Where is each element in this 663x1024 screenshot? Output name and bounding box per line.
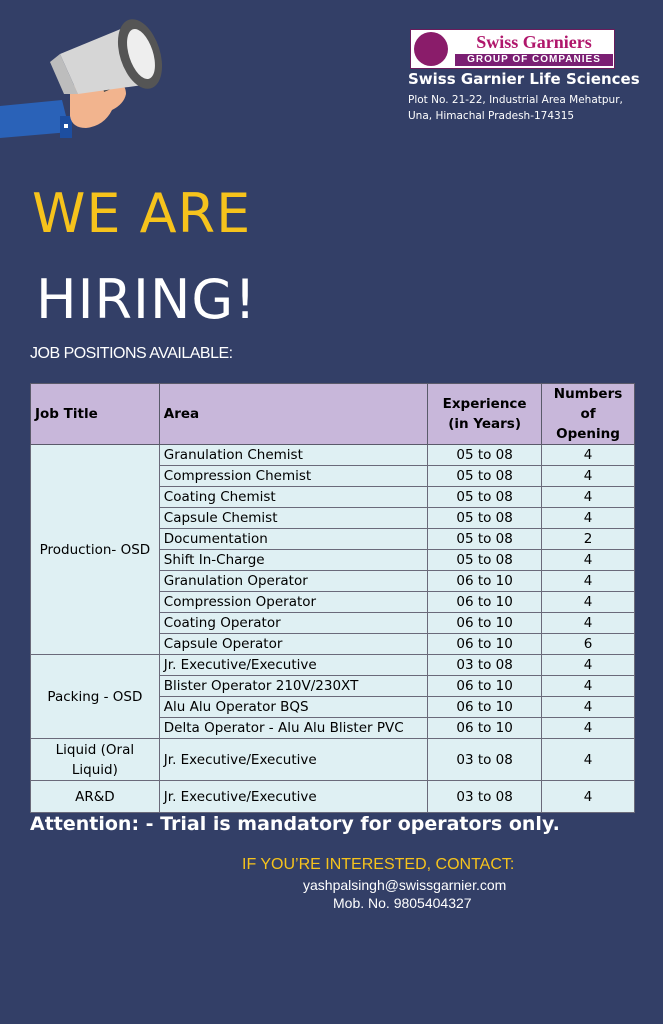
openings-cell: 4 — [542, 676, 635, 697]
experience-cell: 06 to 10 — [428, 676, 542, 697]
openings-cell: 4 — [542, 508, 635, 529]
experience-cell: 03 to 08 — [428, 781, 542, 813]
openings-cell: 4 — [542, 592, 635, 613]
logo-tagline: GROUP OF COMPANIES — [455, 54, 613, 66]
company-name: Swiss Garnier Life Sciences — [408, 70, 640, 88]
experience-cell: 06 to 10 — [428, 718, 542, 739]
group-ard: AR&D — [31, 781, 160, 813]
group-production-osd: Production- OSD — [31, 445, 160, 655]
experience-cell: 06 to 10 — [428, 634, 542, 655]
openings-cell: 4 — [542, 445, 635, 466]
openings-cell: 6 — [542, 634, 635, 655]
header-openings: Numbers of Opening — [542, 384, 635, 445]
area-cell: Jr. Executive/Executive — [159, 655, 427, 676]
table-row — [31, 445, 635, 466]
area-cell: Compression Chemist — [159, 466, 427, 487]
company-logo-emblem — [414, 32, 448, 66]
positions-heading: JOB POSITIONS AVAILABLE: — [30, 345, 233, 362]
header-job-title: Job Title — [31, 384, 160, 445]
table-row — [31, 781, 635, 813]
experience-cell: 05 to 08 — [428, 487, 542, 508]
experience-cell: 03 to 08 — [428, 655, 542, 676]
logo-name: Swiss Garniers — [476, 32, 592, 52]
header-experience: Experience (in Years) — [428, 384, 542, 445]
area-cell: Coating Operator — [159, 613, 427, 634]
openings-cell: 4 — [542, 655, 635, 676]
openings-cell: 4 — [542, 697, 635, 718]
company-logo — [410, 29, 615, 69]
openings-cell: 4 — [542, 718, 635, 739]
group-packing-osd: Packing - OSD — [31, 655, 160, 739]
openings-cell: 4 — [542, 571, 635, 592]
address-line-1: Plot No. 21-22, Industrial Area Mehatpur, — [408, 94, 623, 106]
area-cell: Alu Alu Operator BQS — [159, 697, 427, 718]
area-cell: Jr. Executive/Executive — [159, 739, 427, 781]
experience-cell: 05 to 08 — [428, 508, 542, 529]
openings-cell: 4 — [542, 466, 635, 487]
experience-cell: 06 to 10 — [428, 613, 542, 634]
area-cell: Granulation Chemist — [159, 445, 427, 466]
experience-cell: 03 to 08 — [428, 739, 542, 781]
experience-cell: 05 to 08 — [428, 529, 542, 550]
group-liquid-oral: Liquid (Oral Liquid) — [31, 739, 160, 781]
area-cell: Compression Operator — [159, 592, 427, 613]
area-cell: Delta Operator - Alu Alu Blister PVC — [159, 718, 427, 739]
headline-we-are: WE ARE — [32, 182, 252, 245]
jobs-table — [30, 383, 635, 813]
experience-cell: 06 to 10 — [428, 571, 542, 592]
contact-email[interactable]: yashpalsingh@swissgarnier.com — [303, 877, 507, 893]
header-area: Area — [159, 384, 427, 445]
megaphone-icon — [0, 8, 190, 148]
area-cell: Shift In-Charge — [159, 550, 427, 571]
openings-cell: 4 — [542, 781, 635, 813]
area-cell: Capsule Operator — [159, 634, 427, 655]
headline-hiring: HIRING! — [36, 268, 257, 331]
contact-mobile: Mob. No. 9805404327 — [333, 895, 472, 911]
table-row — [31, 655, 635, 676]
experience-cell: 06 to 10 — [428, 697, 542, 718]
openings-cell: 4 — [542, 739, 635, 781]
address-line-2: Una, Himachal Pradesh-174315 — [408, 110, 575, 122]
area-cell: Granulation Operator — [159, 571, 427, 592]
openings-cell: 4 — [542, 487, 635, 508]
experience-cell: 05 to 08 — [428, 445, 542, 466]
contact-heading: IF YOU’RE INTERESTED, CONTACT: — [242, 856, 515, 873]
table-header-row — [31, 384, 635, 445]
table-row — [31, 739, 635, 781]
openings-cell: 4 — [542, 613, 635, 634]
area-cell: Documentation — [159, 529, 427, 550]
area-cell: Capsule Chemist — [159, 508, 427, 529]
experience-cell: 05 to 08 — [428, 550, 542, 571]
experience-cell: 06 to 10 — [428, 592, 542, 613]
area-cell: Blister Operator 210V/230XT — [159, 676, 427, 697]
area-cell: Coating Chemist — [159, 487, 427, 508]
openings-cell: 2 — [542, 529, 635, 550]
openings-cell: 4 — [542, 550, 635, 571]
attention-note: Attention: - Trial is mandatory for operators only. — [30, 813, 560, 835]
experience-cell: 05 to 08 — [428, 466, 542, 487]
area-cell: Jr. Executive/Executive — [159, 781, 427, 813]
